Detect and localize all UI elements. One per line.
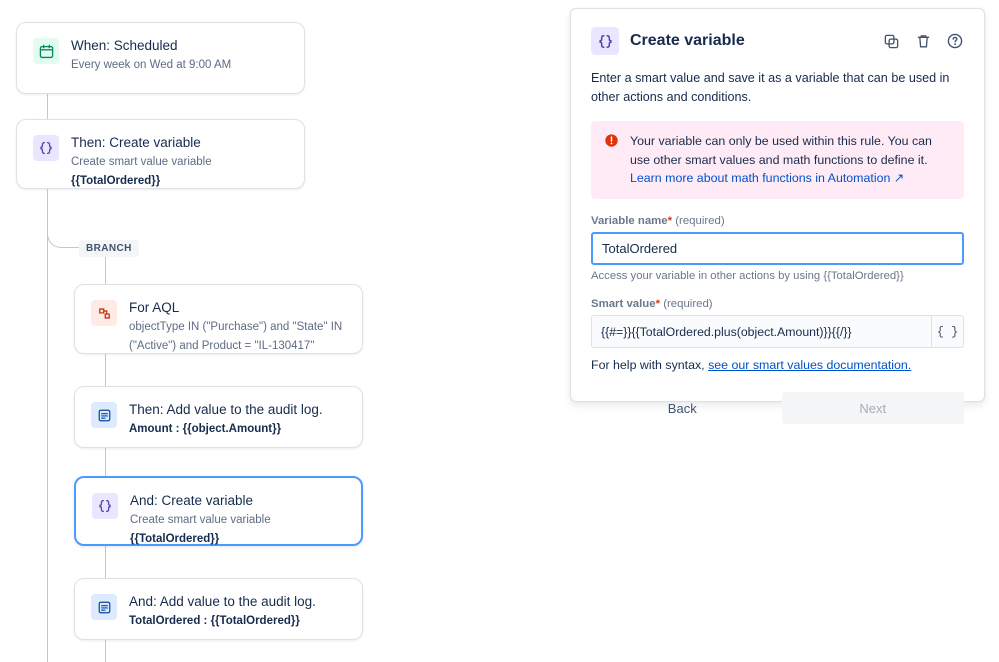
smart-value-label	[591, 298, 964, 310]
variable-name-input[interactable]	[591, 232, 964, 265]
next-button[interactable]: Next	[782, 392, 965, 424]
code-braces-icon	[92, 493, 118, 519]
variable-name-label-text: Variable name	[591, 215, 668, 228]
smart-value-field	[591, 315, 964, 348]
node-smart-value: {{TotalOrdered}}	[71, 174, 161, 187]
callout-text-wrap	[630, 132, 951, 189]
help-icon[interactable]	[946, 32, 964, 50]
audit-log-icon	[91, 594, 117, 620]
rule-node-add-audit-log-2[interactable]	[74, 578, 363, 640]
rule-node-trigger[interactable]	[16, 22, 305, 94]
panel-description: Enter a smart value and save it as a variable that can be used in other actions and conditions.	[591, 71, 950, 104]
node-subtitle: Create smart value variable	[130, 514, 271, 527]
branch-chip: BRANCH	[79, 240, 139, 257]
smart-values-doc-link[interactable]: see our smart values documentation.	[708, 358, 912, 373]
node-subtitle: objectType IN ("Purchase") and "State" IN	[129, 321, 343, 334]
panel-footer	[591, 392, 964, 424]
error-icon	[604, 133, 619, 152]
warning-callout	[591, 121, 964, 200]
aql-icon	[91, 300, 117, 326]
variable-name-label	[591, 215, 964, 227]
node-title: And: Create variable	[130, 493, 254, 508]
syntax-help	[591, 358, 964, 372]
required-hint: (required)	[675, 215, 725, 228]
node-subtitle: TotalOrdered : {{TotalOrdered}}	[129, 615, 300, 628]
connector-main-trunk	[47, 189, 48, 662]
rule-node-create-variable-1[interactable]	[16, 119, 305, 189]
math-functions-link[interactable]: Learn more about math functions in Automation ↗	[630, 171, 905, 186]
smart-value-label-text: Smart value	[591, 298, 656, 311]
code-braces-icon	[33, 135, 59, 161]
smart-value-input[interactable]	[592, 316, 931, 347]
back-button[interactable]: Back	[591, 392, 774, 424]
node-subtitle: Create smart value variable	[71, 156, 212, 169]
panel-header-actions	[882, 32, 964, 50]
node-smart-value: {{TotalOrdered}}	[130, 532, 220, 545]
required-hint: (required)	[663, 298, 713, 311]
syntax-help-prefix: For help with syntax,	[591, 358, 709, 373]
page-title: Create variable	[630, 32, 745, 49]
node-title: And: Add value to the audit log.	[129, 594, 316, 609]
insert-smart-value-button[interactable]: { }	[931, 316, 963, 347]
node-subtitle: Amount : {{object.Amount}}	[129, 423, 282, 436]
node-title: For AQL	[129, 300, 180, 315]
variable-name-help: Access your variable in other actions by using {{TotalOrdered}}	[591, 270, 904, 283]
node-title: Then: Add value to the audit log.	[129, 402, 323, 417]
create-variable-panel	[570, 8, 985, 416]
required-asterisk: *	[655, 298, 661, 311]
required-asterisk: *	[667, 215, 673, 228]
node-title: When: Scheduled	[71, 38, 178, 53]
rule-node-for-aql[interactable]	[74, 284, 363, 354]
connector-trigger-to-action	[47, 94, 48, 119]
copy-icon[interactable]	[882, 32, 900, 50]
node-subtitle: Every week on Wed at 9:00 AM	[71, 59, 232, 72]
code-braces-icon	[591, 27, 619, 55]
rule-node-create-variable-2-selected[interactable]	[74, 476, 363, 546]
trash-icon[interactable]	[914, 32, 932, 50]
node-subtitle-2: ("Active") and Product = "IL-130417"	[129, 339, 315, 352]
panel-header	[591, 27, 964, 55]
calendar-icon	[33, 38, 59, 64]
rule-node-add-audit-log-1[interactable]	[74, 386, 363, 448]
node-title: Then: Create variable	[71, 135, 201, 150]
audit-log-icon	[91, 402, 117, 428]
callout-message: Your variable can only be used within this rule. You can use other smart values and math functions to define it.	[630, 133, 932, 167]
